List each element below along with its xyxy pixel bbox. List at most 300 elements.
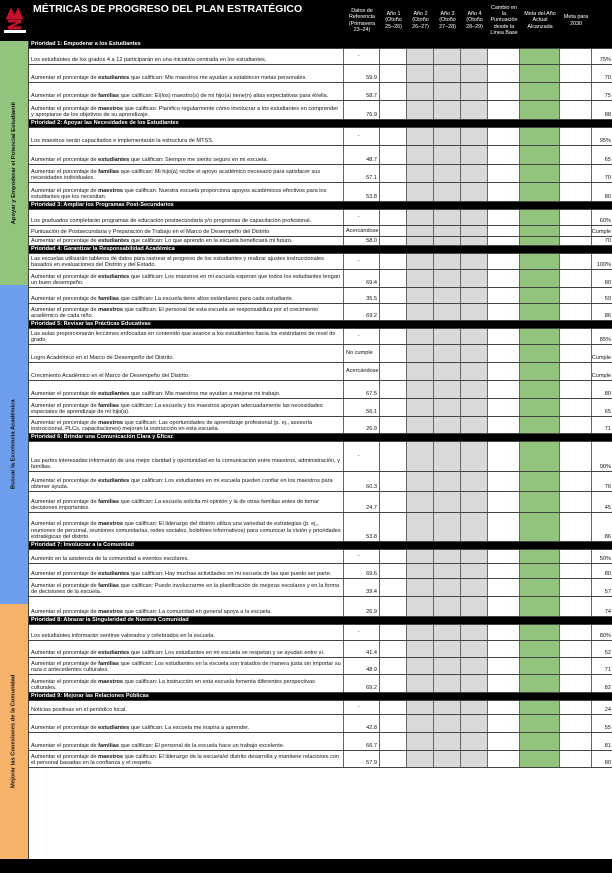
year3-cell <box>434 101 461 119</box>
baseline-value: 69.2 <box>366 684 377 691</box>
metric-text: Crecimiento Académico en el Marco de Desempeño del Distrito. <box>31 372 190 379</box>
year2-cell <box>407 210 434 225</box>
target-cell <box>592 165 612 182</box>
metric-row <box>29 345 612 363</box>
spacer-cell <box>560 417 592 433</box>
year4-cell <box>461 128 488 145</box>
metric-text: Aumentar el porcentaje de <box>31 92 99 99</box>
goal-band-label: Buscar la Excelencia Académica <box>10 399 17 490</box>
goal-met-cell <box>520 733 560 750</box>
metric-row <box>29 417 612 434</box>
metric-description <box>29 146 344 164</box>
goal-met-cell <box>520 564 560 578</box>
goal-met-cell <box>520 381 560 398</box>
metric-description <box>29 564 344 578</box>
target-value: Cumple <box>591 354 611 361</box>
year3-cell <box>434 237 461 245</box>
baseline-cell <box>344 417 380 433</box>
baseline-cell <box>344 128 380 145</box>
year4-cell <box>461 183 488 201</box>
goal-met-cell <box>520 658 560 674</box>
target-cell <box>592 329 612 344</box>
metric-row <box>29 472 612 492</box>
metric-text: Aumentar el porcentaje de <box>31 608 99 615</box>
target-value: 80 <box>604 279 611 286</box>
change-cell <box>488 304 520 320</box>
goal-met-cell <box>520 751 560 767</box>
change-cell <box>488 128 520 145</box>
target-value: 75 <box>604 92 611 99</box>
target-cell <box>592 715 612 732</box>
year2-cell <box>407 564 434 578</box>
change-cell <box>488 165 520 182</box>
metric-description <box>29 128 344 145</box>
target-value: 81 <box>604 742 611 749</box>
year1-cell <box>380 288 407 303</box>
target-value: 60% <box>599 217 611 224</box>
spacer-cell <box>560 363 592 380</box>
year3-cell <box>434 701 461 714</box>
year2-cell <box>407 579 434 596</box>
metric-group: estudiantes <box>98 156 130 163</box>
change-cell <box>488 472 520 491</box>
priority-heading: Prioridad 3: Ampliar los Programas Post-Secundarios <box>29 202 612 210</box>
metric-row <box>29 701 612 715</box>
baseline-cell <box>344 363 380 380</box>
change-cell <box>488 210 520 225</box>
priority-heading: Prioridad 8: Abrazar la Singularidad de Nuestra Comunidad <box>29 617 612 625</box>
year4-cell <box>461 65 488 82</box>
metric-text: Aumentar el porcentaje de <box>31 168 99 175</box>
metric-description <box>29 733 344 750</box>
metric-row <box>29 226 612 237</box>
baseline-value: - <box>357 258 360 265</box>
baseline-value: - <box>357 553 360 560</box>
baseline-value: 69.4 <box>366 279 377 286</box>
year4-cell <box>461 270 488 287</box>
target-cell <box>592 751 612 767</box>
year4-cell <box>461 101 488 119</box>
priority-heading: Prioridad 1: Empoderar a los Estudiantes <box>29 41 612 49</box>
baseline-cell <box>344 625 380 640</box>
metric-text: Aumentar el porcentaje de <box>31 419 99 426</box>
target-cell <box>592 492 612 512</box>
metric-row <box>29 733 612 751</box>
year1-cell <box>380 658 407 674</box>
year1-cell <box>380 329 407 344</box>
target-value: 86 <box>604 312 611 319</box>
metric-text: que califican: Los estudiantes en la escuela son tratados de manera justa sin importar su raza o antecedentes culturales. <box>31 660 341 673</box>
metric-text: que califican: El liderazgo del distrito utiliza una variedad de estrategias (p. ej., reuniones de personal, reuniones comunitarias, redes sociales, boletines informativos) para comunicar la visión y prioridades estratégicas del distrito. <box>31 521 341 540</box>
baseline-cell <box>344 715 380 732</box>
year4-cell <box>461 210 488 225</box>
metric-text: que califican: La comunidad en general apoya a la escuela. <box>123 608 272 615</box>
target-cell <box>592 254 612 269</box>
target-cell <box>592 597 612 616</box>
year2-cell <box>407 715 434 732</box>
goal-met-cell <box>520 83 560 100</box>
baseline-cell <box>344 49 380 64</box>
spacer-cell <box>560 733 592 750</box>
baseline-value: 69.2 <box>366 312 377 319</box>
target-cell <box>592 701 612 714</box>
metric-text: que califican: La instrucción en esta escuela fomenta diferentes perspectivas culturales. <box>31 678 315 691</box>
baseline-value: 24.7 <box>366 504 377 511</box>
metric-text: que califican: Las oportunidades de aprendizaje profesional (p. ej., asesoría instruccional, PLCs, capacitaciones) mejoran la instrucción en esta escuela. <box>31 419 313 432</box>
metric-text: que califican: Los maestros en mi escuela esperan que todos los estudiantes tengan un buen desempeño. <box>31 273 341 286</box>
metric-row <box>29 83 612 101</box>
target-cell <box>592 49 612 64</box>
change-cell <box>488 715 520 732</box>
metric-text: que califican: El liderazgo de la escuela/el distrito desarrolla y mantiene relaciones con el personal basadas en la confianza y el respeto. <box>31 753 340 766</box>
change-cell <box>488 625 520 640</box>
metric-description <box>29 101 344 119</box>
target-value: Cumple <box>591 228 611 235</box>
baseline-cell <box>344 675 380 692</box>
metric-row <box>29 128 612 146</box>
goal-met-cell <box>520 675 560 692</box>
metric-text: Aumentar el porcentaje de <box>31 402 99 409</box>
metric-text: Aumentar el porcentaje de <box>31 649 99 656</box>
metric-group: maestros <box>98 521 124 528</box>
year3-cell <box>434 513 461 541</box>
metric-text: Aumentar el porcentaje de <box>31 724 99 731</box>
year3-cell <box>434 550 461 563</box>
metric-text: que califican: El personal de la escuela hace un trabajo excelente. <box>119 742 285 749</box>
metric-group: familias <box>98 498 120 505</box>
baseline-cell <box>344 513 380 541</box>
metric-description <box>29 226 344 236</box>
year4-cell <box>461 146 488 164</box>
priority-heading: Prioridad 2: Apoyar las Necesidades de los Estudiantes <box>29 120 612 128</box>
year2-cell <box>407 733 434 750</box>
spacer-cell <box>560 399 592 416</box>
priority-heading: Prioridad 6: Brindar una Comunicación Clara y Eficaz <box>29 434 612 442</box>
target-cell <box>592 442 612 471</box>
year2-cell <box>407 363 434 380</box>
year3-cell <box>434 472 461 491</box>
year3-cell <box>434 210 461 225</box>
metric-text: Aumentar el porcentaje de <box>31 306 99 313</box>
spacer-cell <box>560 550 592 563</box>
baseline-cell <box>344 237 380 245</box>
metric-row <box>29 65 612 83</box>
baseline-value: 41.4 <box>366 649 377 656</box>
year2-cell <box>407 442 434 471</box>
goal-met-cell <box>520 550 560 563</box>
baseline-cell <box>344 381 380 398</box>
metric-row <box>29 237 612 246</box>
metric-group: familias <box>98 742 120 749</box>
target-value: 70 <box>604 238 611 244</box>
year2-cell <box>407 83 434 100</box>
year1-cell <box>380 210 407 225</box>
year1-cell <box>380 442 407 471</box>
target-value: 50% <box>599 555 611 562</box>
target-value: 65 <box>604 408 611 415</box>
target-cell <box>592 641 612 657</box>
year3-cell <box>434 658 461 674</box>
goal-met-cell <box>520 210 560 225</box>
metric-text: Las aulas proporcionarán lecciones enfocadas en contenido que avance a los estudiantes hacia los estándares de nivel de grado. <box>31 330 336 343</box>
year2-cell <box>407 701 434 714</box>
year1-cell <box>380 513 407 541</box>
change-cell <box>488 237 520 245</box>
goal-met-cell <box>520 472 560 491</box>
year2-cell <box>407 270 434 287</box>
change-cell <box>488 658 520 674</box>
goal-met-cell <box>520 49 560 64</box>
target-value: 70 <box>604 74 611 81</box>
year3-cell <box>434 675 461 692</box>
metric-group: estudiantes <box>98 390 130 397</box>
metric-row <box>29 183 612 202</box>
spacer-cell <box>560 675 592 692</box>
spacer-cell <box>560 564 592 578</box>
metric-text: Los estudiantes informarán sentirse valorados y celebrados en la escuela. <box>31 632 215 639</box>
baseline-value: 57.1 <box>366 174 377 181</box>
year2-cell <box>407 183 434 201</box>
col-header-target: Meta para 2030 <box>563 14 589 27</box>
year3-cell <box>434 751 461 767</box>
metric-text: Los graduados completarán programas de educación postsecundaria y/o programas de capacitación profesional. <box>31 217 312 224</box>
baseline-cell <box>344 658 380 674</box>
year1-cell <box>380 751 407 767</box>
year4-cell <box>461 304 488 320</box>
metric-description <box>29 625 344 640</box>
change-cell <box>488 733 520 750</box>
baseline-cell <box>344 210 380 225</box>
baseline-value: - <box>357 133 360 140</box>
metric-text: Los estudiantes de los grados 4 a 12 participarán en una iniciativa centrada en los estudiantes. <box>31 56 267 63</box>
target-cell <box>592 345 612 362</box>
col-header-change: Cambio en la Puntuación desde la Línea Base <box>490 5 518 36</box>
year1-cell <box>380 550 407 563</box>
year1-cell <box>380 226 407 236</box>
baseline-value: 69.6 <box>366 570 377 577</box>
spacer-cell <box>560 83 592 100</box>
target-cell <box>592 658 612 674</box>
metric-group: familias <box>98 295 120 302</box>
year3-cell <box>434 597 461 616</box>
year2-cell <box>407 625 434 640</box>
metric-row <box>29 675 612 693</box>
year2-cell <box>407 304 434 320</box>
metric-text: Aumentar el porcentaje de <box>31 295 99 302</box>
metric-description <box>29 329 344 344</box>
metric-text: Las partes interesadas informarán de una mejor claridad y oportunidad en la comunicación entre maestros, administración, y familias. <box>31 457 341 470</box>
metric-description <box>29 550 344 563</box>
metric-text: Aumentar el porcentaje de <box>31 582 99 589</box>
target-value: 71 <box>604 425 611 432</box>
goal-met-cell <box>520 226 560 236</box>
baseline-cell <box>344 65 380 82</box>
metric-row <box>29 564 612 579</box>
metric-text: que califican: Lo que aprendo en la escuela beneficiará mi futuro. <box>129 238 293 244</box>
priority-heading: Prioridad 4: Garantizar la Responsabilidad Académica <box>29 246 612 254</box>
change-cell <box>488 675 520 692</box>
goal-met-cell <box>520 363 560 380</box>
year3-cell <box>434 270 461 287</box>
change-cell <box>488 442 520 471</box>
change-cell <box>488 288 520 303</box>
target-value: 24 <box>604 706 611 713</box>
baseline-cell <box>344 751 380 767</box>
metric-group: maestros <box>98 753 124 760</box>
metric-text: que califican: La escuela solicita mi opinión y la de otras familias antes de tomar decisiones importantes. <box>31 498 319 511</box>
metric-group: maestros <box>98 306 124 313</box>
metric-text: que califican: El personal de esta escuela se responsabiliza por el crecimiento académico de cada niño. <box>31 306 319 319</box>
baseline-value: - <box>357 333 360 340</box>
metric-description <box>29 270 344 287</box>
target-value: 80 <box>604 570 611 577</box>
baseline-cell <box>344 564 380 578</box>
col-header-year1: Año 1 (Otoño 25–26) <box>385 11 402 30</box>
goal-met-cell <box>520 625 560 640</box>
metric-row <box>29 715 612 733</box>
change-cell <box>488 49 520 64</box>
year1-cell <box>380 417 407 433</box>
goal-met-cell <box>520 237 560 245</box>
metric-text: Aumento en la asistencia de la comunidad a eventos escolares. <box>31 555 189 562</box>
year2-cell <box>407 146 434 164</box>
metric-row <box>29 329 612 345</box>
metric-description <box>29 210 344 225</box>
target-value: 86 <box>604 533 611 540</box>
metric-description <box>29 715 344 732</box>
year4-cell <box>461 733 488 750</box>
spacer-cell <box>560 237 592 245</box>
year2-cell <box>407 399 434 416</box>
year2-cell <box>407 128 434 145</box>
metric-description <box>29 288 344 303</box>
change-cell <box>488 363 520 380</box>
change-cell <box>488 83 520 100</box>
change-cell <box>488 270 520 287</box>
metric-group: estudiantes <box>98 649 130 656</box>
spacer-cell <box>560 579 592 596</box>
metric-description <box>29 381 344 398</box>
change-cell <box>488 183 520 201</box>
target-value: 71 <box>604 666 611 673</box>
change-cell <box>488 254 520 269</box>
goal-met-cell <box>520 513 560 541</box>
year1-cell <box>380 625 407 640</box>
metric-description <box>29 641 344 657</box>
metric-row <box>29 641 612 658</box>
target-cell <box>592 675 612 692</box>
metric-group: estudiantes <box>98 477 130 484</box>
metric-group: estudiantes <box>98 724 130 731</box>
goal-met-cell <box>520 304 560 320</box>
year2-cell <box>407 641 434 657</box>
metric-text: Aumentar el porcentaje de <box>31 498 99 505</box>
target-cell <box>592 65 612 82</box>
col-header-goal-met: Meta del Año Actual Alcanzada <box>524 11 556 30</box>
year3-cell <box>434 254 461 269</box>
target-cell <box>592 564 612 578</box>
change-cell <box>488 417 520 433</box>
spacer-cell <box>560 288 592 303</box>
year3-cell <box>434 83 461 100</box>
spacer-cell <box>560 128 592 145</box>
baseline-value: 58.7 <box>366 92 377 99</box>
target-cell <box>592 83 612 100</box>
metric-row <box>29 210 612 226</box>
metric-text: Aumentar el porcentaje de <box>31 187 99 194</box>
metric-row <box>29 288 612 304</box>
goal-met-cell <box>520 641 560 657</box>
target-cell <box>592 417 612 433</box>
year4-cell <box>461 675 488 692</box>
metric-text: que califican: Puedo involucrarme en la planificación de mejoras escolares y en la forma de decisiones de la escuela. <box>31 582 340 595</box>
year1-cell <box>380 49 407 64</box>
year4-cell <box>461 83 488 100</box>
year3-cell <box>434 226 461 236</box>
year4-cell <box>461 513 488 541</box>
metric-group: familias <box>98 92 120 99</box>
baseline-cell <box>344 597 380 616</box>
metric-row <box>29 751 612 768</box>
target-value: 65 <box>604 156 611 163</box>
spacer-cell <box>560 345 592 362</box>
metric-row <box>29 254 612 270</box>
metric-text: Logro Académico en el Marco de Desempeño del Distrito. <box>31 354 175 361</box>
metric-text: Aumentar el porcentaje de <box>31 660 99 667</box>
goal-met-cell <box>520 579 560 596</box>
metric-text: Los maestros serán capacitados e implementarán la estructura de MTSS. <box>31 137 214 144</box>
target-value: 90% <box>599 463 611 470</box>
metric-row <box>29 146 612 165</box>
metric-description <box>29 237 344 245</box>
spacer-cell <box>560 49 592 64</box>
target-value: 76 <box>604 483 611 490</box>
target-cell <box>592 226 612 236</box>
metric-description <box>29 304 344 320</box>
goal-band-label: Apoyar y Empoderar el Potencial Estudiantil <box>10 101 17 225</box>
metric-group: familias <box>98 660 120 667</box>
target-cell <box>592 270 612 287</box>
metric-text: Noticias positivas en el periódico local. <box>31 706 127 713</box>
baseline-cell <box>344 304 380 320</box>
change-cell <box>488 146 520 164</box>
metric-row <box>29 492 612 513</box>
baseline-cell <box>344 101 380 119</box>
target-cell <box>592 128 612 145</box>
year2-cell <box>407 675 434 692</box>
baseline-cell <box>344 270 380 287</box>
year4-cell <box>461 363 488 380</box>
spacer-cell <box>560 65 592 82</box>
baseline-cell <box>344 288 380 303</box>
year3-cell <box>434 733 461 750</box>
year2-cell <box>407 513 434 541</box>
metric-group: maestros <box>98 419 124 426</box>
col-header-year3: Año 3 (Otoño 27–28) <box>439 11 456 30</box>
metric-text: que califican: La escuela y los maestros apoyan adecuadamente las necesidades especiales de aprendizaje de mi hijo(a). <box>31 402 323 415</box>
metric-description <box>29 579 344 596</box>
metric-group: estudiantes <box>98 570 130 577</box>
baseline-cell <box>344 641 380 657</box>
target-value: 45 <box>604 504 611 511</box>
metric-description <box>29 472 344 491</box>
metric-row <box>29 658 612 675</box>
year1-cell <box>380 701 407 714</box>
target-value: 80 <box>604 193 611 200</box>
baseline-value: - <box>357 704 360 711</box>
target-value: 55 <box>604 724 611 731</box>
year2-cell <box>407 492 434 512</box>
